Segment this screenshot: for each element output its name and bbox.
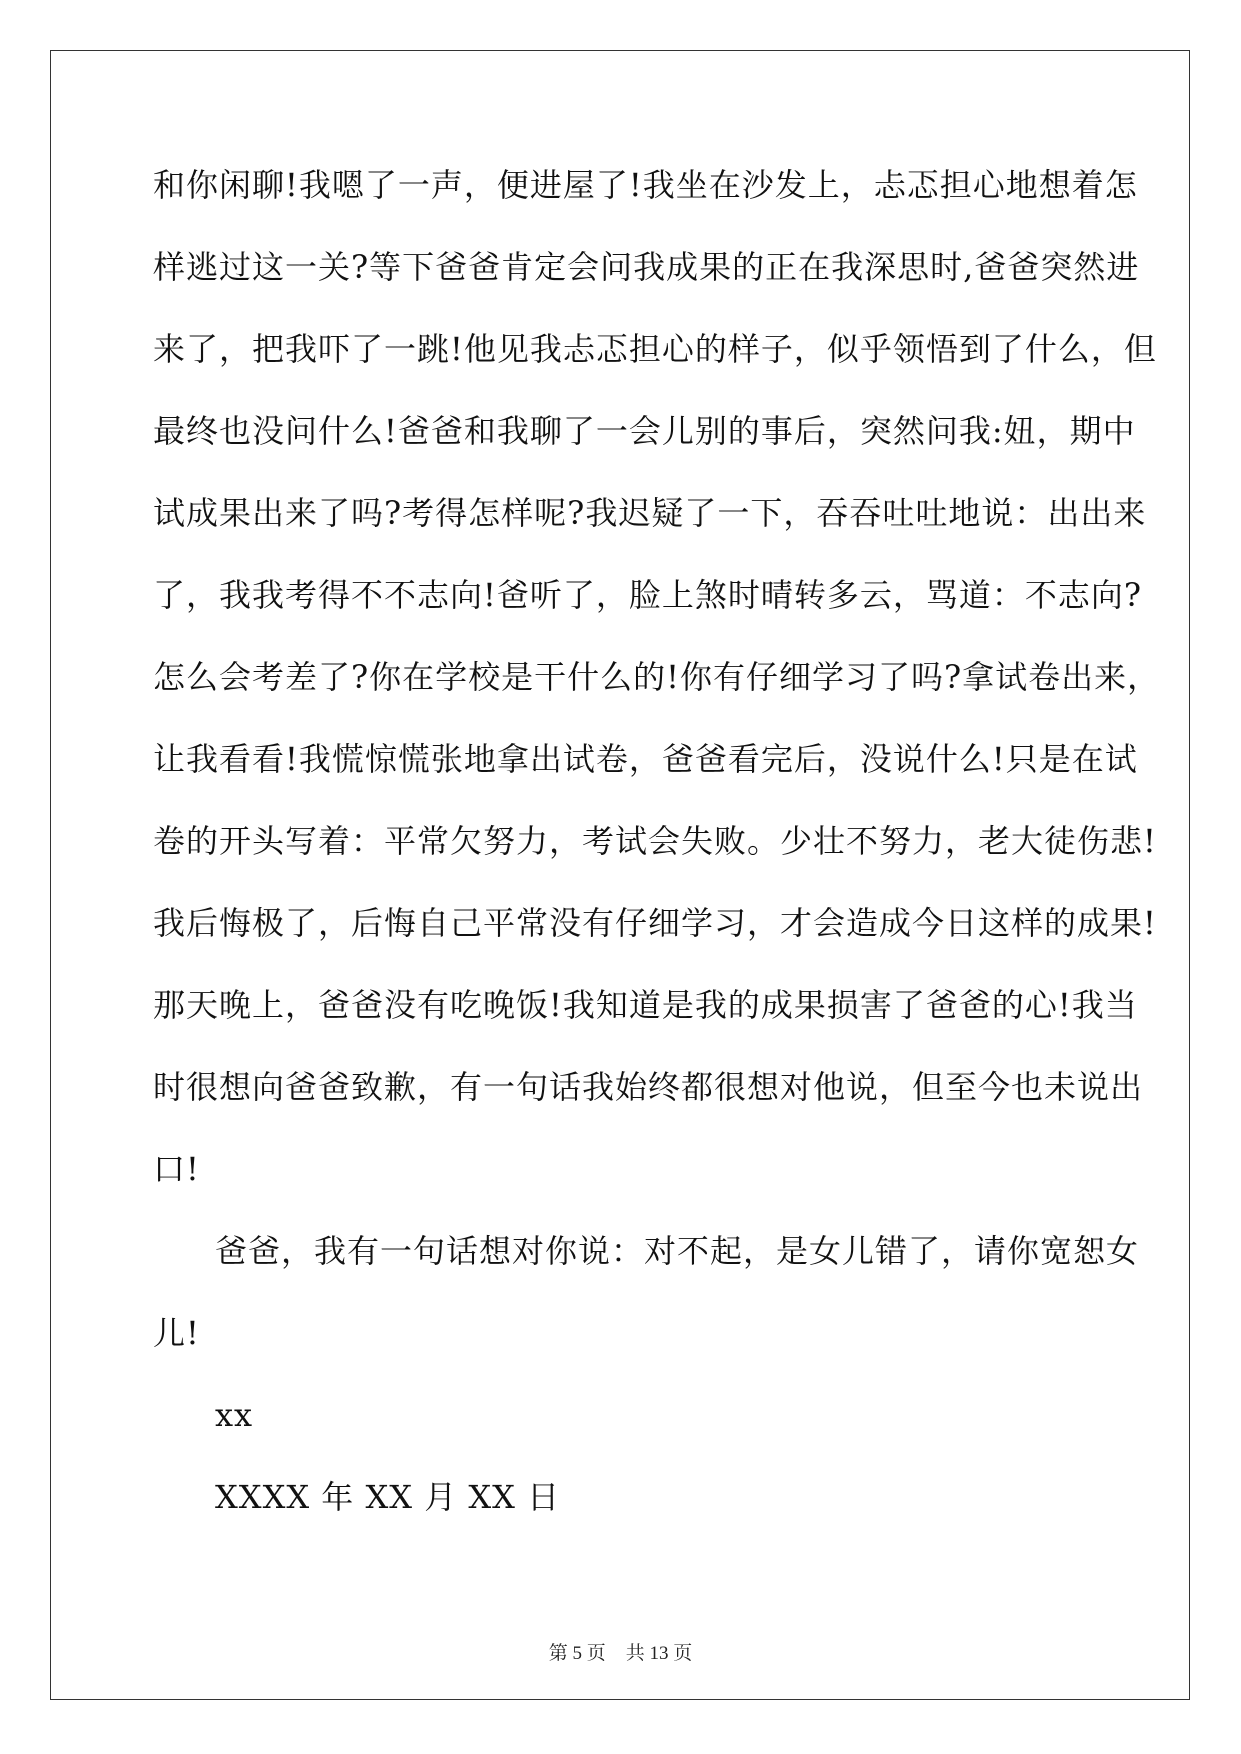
- text-line: 样逃过这一关?等下爸爸肯定会问我成果的正在我深思时,爸爸突然进: [153, 248, 1140, 286]
- text-line: 让我看看!我慌惊慌张地拿出试卷，爸爸看完后，没说什么!只是在试: [153, 740, 1138, 778]
- date-line: XXXX 年 XX 月 XX 日: [215, 1478, 561, 1516]
- text-line: 我后悔极了，后悔自己平常没有仔细学习，才会造成今日这样的成果!: [153, 904, 1157, 942]
- text-line: 了，我我考得不不志向!爸听了，脸上煞时晴转多云，骂道：不志向?: [153, 576, 1143, 614]
- document-body: [153, 160, 1161, 1554]
- text-line: 和你闲聊!我嗯了一声，便进屋了!我坐在沙发上，忐忑担心地想着怎: [153, 166, 1138, 204]
- page-total: 共 13 页: [625, 1643, 693, 1664]
- text-line: 爸爸，我有一句话想对你说：对不起，是女儿错了，请你宽恕女: [215, 1232, 1140, 1270]
- text-line: 怎么会考差了?你在学校是干什么的!你有仔细学习了吗?拿试卷出来，: [153, 658, 1161, 696]
- text-line: 卷的开头写着：平常欠努力，考试会失败。少壮不努力，老大徒伤悲!: [153, 822, 1157, 860]
- text-line: 口!: [153, 1150, 200, 1188]
- text-line: 试成果出来了吗?考得怎样呢?我迟疑了一下，吞吞吐吐地说：出出来: [153, 494, 1147, 532]
- text-line: 时很想向爸爸致歉，有一句话我始终都很想对他说，但至今也未说出: [153, 1068, 1144, 1106]
- text-line: 那天晚上，爸爸没有吃晚饭!我知道是我的成果损害了爸爸的心!我当: [153, 986, 1138, 1024]
- page-footer: [0, 1638, 1241, 1665]
- text-line: 儿!: [153, 1314, 200, 1352]
- signature-line: xx: [215, 1396, 254, 1434]
- text-line: 来了，把我吓了一跳!他见我忐忑担心的样子，似乎领悟到了什么，但: [153, 330, 1157, 368]
- text-line: 最终也没问什么!爸爸和我聊了一会儿别的事后，突然问我:妞，期中: [153, 412, 1136, 450]
- page-number: 第 5 页: [548, 1643, 606, 1664]
